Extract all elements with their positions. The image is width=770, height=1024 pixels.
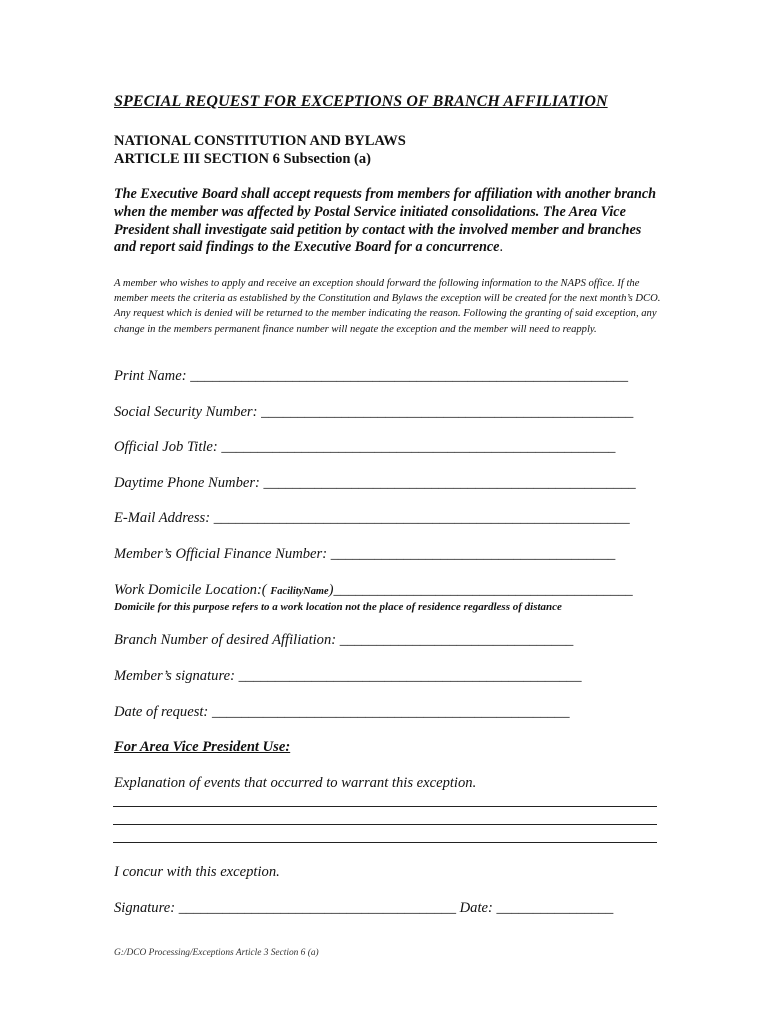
work-domicile-line: )_________________________________________ xyxy=(328,582,633,598)
phone-field[interactable]: Daytime Phone Number: ___________________________________________________ xyxy=(114,475,636,491)
explanation-label: Explanation of events that occurred to warrant this exception. xyxy=(114,775,477,791)
member-signature-field[interactable]: Member’s signature: _______________________________________________ xyxy=(114,668,582,684)
constitution-heading: NATIONAL CONSTITUTION AND BYLAWS xyxy=(114,133,406,149)
footer-path: G:/DCO Processing/Exceptions Article 3 Section 6 (a) xyxy=(114,948,319,958)
intro-paragraph xyxy=(114,186,659,257)
ssn-field[interactable]: Social Security Number: ___________________________________________________ xyxy=(114,404,634,420)
date-of-request-field[interactable]: Date of request: _________________________________________________ xyxy=(114,704,570,720)
explanation-line-1[interactable] xyxy=(113,806,657,807)
finance-number-field[interactable]: Member’s Official Finance Number: _______________________________________ xyxy=(114,546,616,562)
branch-number-field[interactable]: Branch Number of desired Affiliation: ________________________________ xyxy=(114,632,574,648)
instructions-paragraph: A member who wishes to apply and receive an exception should forward the following information to the NAPS office. If the member meets the criteria as established by the Constitution and Bylaws the exception will be created for the next month’s DCO. Any request which is denied will be returned to the member indicating the reason. Following the granting of said exception, any change in the members permanent finance number will negate the exception and the member will need to reapply. xyxy=(114,278,661,335)
concur-statement: I concur with this exception. xyxy=(114,864,280,880)
intro-period: . xyxy=(499,239,503,256)
explanation-line-3[interactable] xyxy=(113,842,657,843)
intro-text: The Executive Board shall accept requests from members for affiliation with another branch when the member was affected by Postal Service initiated consolidations. The Area Vice President shall investigate said petition by contact with the involved member and branches and report said findings to the Executive Board for a concurrence xyxy=(114,186,657,256)
email-field[interactable]: E-Mail Address: _________________________________________________________ xyxy=(114,510,630,526)
avp-signature-field[interactable]: Signature: ______________________________________ Date: ________________ xyxy=(114,900,614,916)
job-title-field[interactable]: Official Job Title: ______________________________________________________ xyxy=(114,439,616,455)
print-name-field[interactable]: Print Name: ____________________________________________________________ xyxy=(114,368,629,384)
document-title: SPECIAL REQUEST FOR EXCEPTIONS OF BRANCH AFFILIATION xyxy=(114,93,608,110)
domicile-note: Domicile for this purpose refers to a work location not the place of residence regardless of distance xyxy=(114,601,562,613)
facility-name-label: FacilityName xyxy=(270,586,329,597)
article-heading: ARTICLE III SECTION 6 Subsection (a) xyxy=(114,151,371,167)
work-domicile-field[interactable] xyxy=(114,582,633,599)
avp-heading: For Area Vice President Use: xyxy=(114,739,291,755)
explanation-line-2[interactable] xyxy=(113,824,657,825)
work-domicile-label: Work Domicile Location:( xyxy=(114,582,271,598)
